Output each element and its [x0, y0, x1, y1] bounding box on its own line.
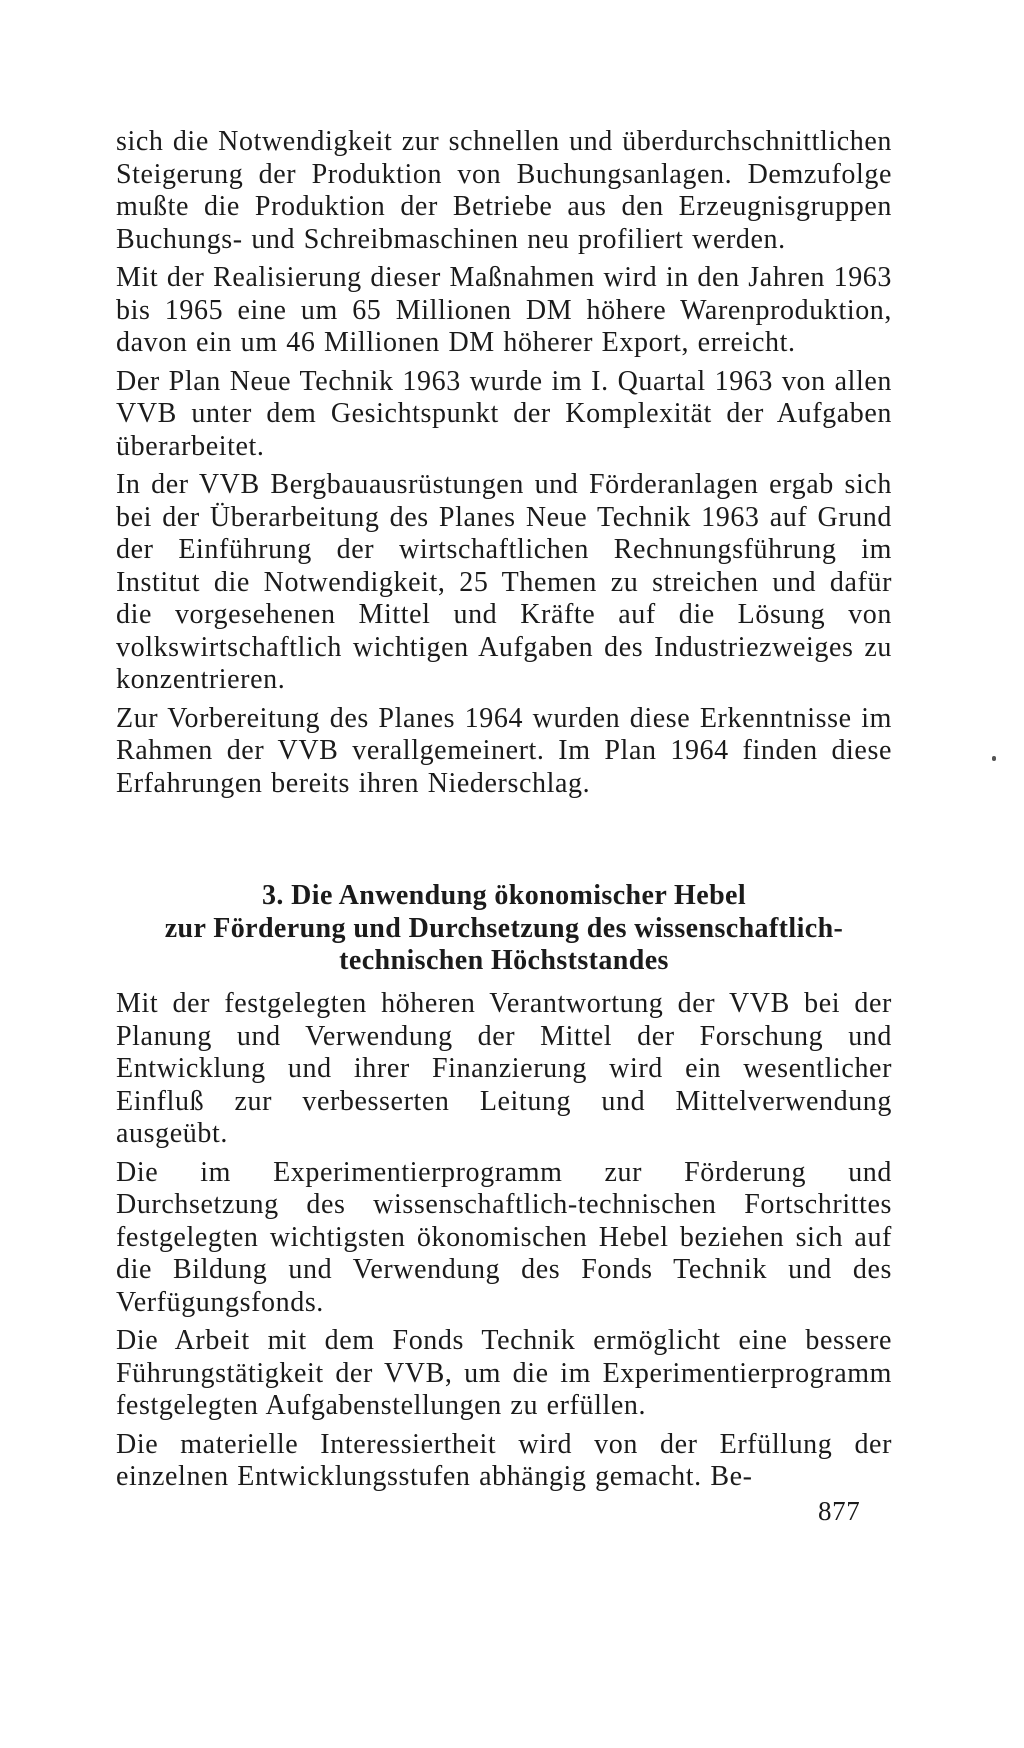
section-heading: [116, 880, 892, 978]
paragraph-interessiertheit: Die materielle Interessiertheit wird von der Erfüllung der einzelnen Entwicklungsstufen abhängig gemacht. Be-: [116, 1428, 892, 1492]
paragraph-plan-1964: Zur Vorbereitung des Planes 1964 wurden diese Erkenntnisse im Rahmen der VVB verallgemeinert. Im Plan 1964 finden diese Erfahrungen bereits ihren Niederschlag.: [116, 702, 892, 799]
paragraph-experimentierprogramm: Die im Experimentierprogramm zur Förderung und Durchsetzung des wissenschaftlich-technischen Fortschrittes festgelegten wichtigsten ökonomischen Hebel beziehen sich auf die Bildung und Verwendung des Fonds Technik und des Verfügungsfonds.: [116, 1156, 892, 1318]
body-text-bottom: [116, 988, 892, 1494]
paragraph-plan-neue-technik: Der Plan Neue Technik 1963 wurde im I. Quartal 1963 von allen VVB unter dem Gesichtspunkt der Komplexität der Aufgaben überarbeitet.: [116, 365, 892, 462]
page-number: 877: [818, 1496, 861, 1526]
section-heading-line-1: 3. Die Anwendung ökonomischer Hebel: [261, 880, 747, 911]
section-heading-line-3: technischen Höchststandes: [339, 945, 669, 976]
body-text-top: [116, 126, 892, 800]
section-heading-line-2: zur Förderung und Durchsetzung des wissenschaftlich-: [164, 912, 844, 944]
paragraph-fonds-technik: Die Arbeit mit dem Fonds Technik ermöglicht eine bessere Führungstätigkeit der VVB, um die im Experimentierprogramm festgelegten Aufgabenstellungen zu erfüllen.: [116, 1325, 892, 1421]
print-speck: [992, 756, 996, 761]
paragraph-warenproduktion: Mit der Realisierung dieser Maßnahmen wird in den Jahren 1963 bis 1965 eine um 65 Millionen DM höhere Warenproduktion, davon ein um 46 Millionen DM höherer Export, erreicht.: [116, 262, 892, 358]
paragraph-buchungsanlagen: sich die Notwendigkeit zur schnellen und überdurchschnittlichen Steigerung der Produktion von Buchungsanlagen. Demzufolge mußte die Produktion der Betriebe aus den Erzeugnisgruppen Buchungs- und Schreibmaschinen neu profiliert werden.: [116, 126, 892, 255]
paragraph-verantwortung: Mit der festgelegten höheren Verantwortung der VVB bei der Planung und Verwendung der Mittel der Forschung und Entwicklung und ihrer Finanzierung wird ein wesentlicher Einfluß zur verbesserten Leitung und Mittelverwendung ausgeübt.: [116, 988, 892, 1149]
paragraph-bergbauausruestungen: In der VVB Bergbauausrüstungen und Förderanlagen ergab sich bei der Überarbeitung des Planes Neue Technik 1963 auf Grund der Einführung der wirtschaftlichen Rechnungsführung im Institut die Notwendigkeit, 25 Themen zu streichen und dafür die vorgesehenen Mittel und Kräfte auf die Lösung von volkswirtschaftlich wichtigen Aufgaben des Industriezweiges zu konzentrieren.: [116, 469, 892, 695]
